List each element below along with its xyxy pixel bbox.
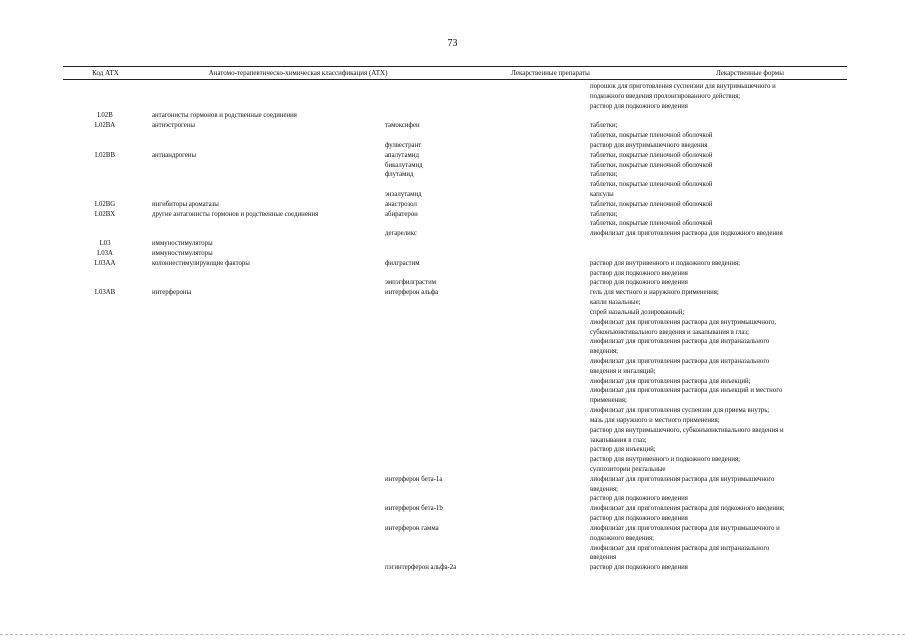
table-row — [0, 534, 905, 543]
drug-cell: энзалутамид — [385, 191, 422, 199]
drug-cell: бикалутамид — [385, 161, 423, 169]
table-row — [0, 416, 905, 425]
form-cell: капсулы — [590, 191, 614, 199]
drug-cell: тамоксифен — [385, 122, 420, 130]
form-cell: раствор для подкожного введения — [590, 515, 688, 523]
form-cell: лиофилизат для приготовления раствора для подкожного введения; — [590, 505, 785, 513]
form-cell: лиофилизат для приготовления раствора для внутримышечного — [590, 475, 775, 483]
table-row — [0, 269, 905, 278]
table-row — [0, 190, 905, 199]
code-cell: L03AB — [94, 289, 116, 297]
table-row — [0, 111, 905, 120]
form-cell: таблетки, покрытые пленочной оболочкой — [590, 161, 713, 169]
table-row — [0, 131, 905, 140]
table-row — [0, 180, 905, 189]
drug-cell: абиратерон — [385, 210, 418, 218]
drug-cell: анастрозол — [385, 200, 417, 208]
table-row — [0, 504, 905, 513]
form-cell: лиофилизат для приготовления раствора для внутримышечного и — [590, 524, 780, 532]
header-drugs: Лекарственные препараты — [511, 69, 590, 77]
classification-cell: интерфероны — [152, 289, 192, 297]
drug-cell: фулвестрант — [385, 141, 422, 149]
drug-cell: эмпэгфилграстим — [385, 279, 437, 287]
form-cell: раствор для внутримышечного введения — [590, 141, 708, 149]
drug-cell: филграстим — [385, 259, 420, 267]
form-cell: порошок для приготовления суспензии для внутримышечного и — [590, 83, 776, 90]
form-cell: таблетки, покрытые пленочной оболочкой — [590, 181, 713, 189]
form-cell: суппозитории ректальные — [590, 465, 666, 473]
code-cell: L03 — [99, 240, 111, 248]
classification-cell: антиандрогены — [152, 151, 197, 159]
form-cell: раствор для подкожного введения — [590, 102, 688, 110]
form-cell: применения; — [590, 397, 627, 405]
form-cell: таблетки; — [590, 210, 618, 218]
table-row — [0, 318, 905, 327]
drug-cell: интерферон бета-1b — [385, 505, 443, 513]
form-cell: лиофилизат для приготовления суспензии для приема внутрь; — [590, 407, 770, 415]
code-cell: L02BB — [94, 151, 115, 159]
form-cell: лиофилизат для приготовления раствора для инъекций и местного — [590, 387, 783, 395]
drug-cell: интерферон бета-1a — [385, 475, 443, 483]
form-cell: раствор для подкожного введения — [590, 269, 688, 277]
form-cell: таблетки, покрытые пленочной оболочкой — [590, 200, 713, 208]
table-row — [0, 161, 905, 170]
form-cell: введения и ингаляций; — [590, 367, 656, 375]
form-cell: введения — [590, 554, 617, 562]
form-cell: раствор для внутривенного и подкожного введения; — [590, 456, 740, 464]
form-cell: введения; — [590, 485, 619, 493]
form-cell: лиофилизат для приготовления раствора для инъекций; — [590, 377, 751, 385]
form-cell: раствор для подкожного введения — [590, 564, 688, 572]
table-row — [0, 347, 905, 356]
code-cell: L03A — [97, 249, 113, 257]
form-cell: таблетки, покрытые пленочной оболочкой — [590, 132, 713, 140]
table-row — [0, 328, 905, 337]
form-cell: раствор для внутримышечного, субконъюнктивального введения и — [590, 426, 784, 434]
form-cell: мазь для наружного и местного применения; — [590, 416, 720, 424]
table-row — [0, 249, 905, 258]
table-row — [0, 170, 905, 179]
table-row — [0, 337, 905, 346]
form-cell: раствор для инъекций; — [590, 446, 656, 454]
classification-cell: колониестимулирующие факторы — [152, 259, 250, 267]
code-cell: L02BA — [94, 122, 116, 130]
form-cell: подкожного введения пролонгированного действия; — [590, 92, 741, 100]
form-cell: субконъюнктивального введения и закапывания в глаз; — [590, 328, 749, 336]
bottom-rule — [0, 634, 905, 635]
code-cell: L02BX — [94, 210, 116, 218]
table-row — [0, 259, 905, 268]
table-row — [0, 494, 905, 503]
form-cell: спрей назальный дозированный; — [590, 308, 685, 316]
form-cell: капли назальные; — [590, 299, 641, 307]
code-cell: L02B — [97, 112, 113, 120]
table-row — [0, 278, 905, 287]
table-row — [0, 475, 905, 484]
form-cell: таблетки; — [590, 122, 618, 130]
code-cell: L02BG — [94, 200, 116, 208]
form-cell: лиофилизат для приготовления раствора для интраназального — [590, 338, 770, 346]
form-cell: раствор для подкожного введения — [590, 279, 688, 287]
table-row — [0, 436, 905, 445]
page-number: 73 — [447, 38, 458, 49]
table-row — [0, 553, 905, 562]
table-row — [0, 396, 905, 405]
table-row — [0, 82, 905, 91]
table-row — [0, 445, 905, 454]
header-code: Код АТХ — [92, 69, 119, 77]
form-cell: подкожного введения; — [590, 534, 655, 542]
header-forms: Лекарственные формы — [716, 69, 784, 77]
table-row — [0, 357, 905, 366]
table-row — [0, 151, 905, 160]
drug-cell: флутамид — [385, 171, 414, 179]
table-row — [0, 544, 905, 553]
table-row — [0, 298, 905, 307]
classification-cell: антагонисты гормонов и родственные соединения — [152, 112, 297, 120]
form-cell: лиофилизат для приготовления раствора для интраназального — [590, 544, 770, 552]
classification-cell: другие антагонисты гормонов и родственные соединения — [152, 210, 319, 218]
table-row — [0, 367, 905, 376]
form-cell: закапывания в глаз; — [590, 436, 647, 444]
table-row — [0, 200, 905, 209]
drug-cell: интерферон гамма — [385, 524, 439, 532]
form-cell: раствор для внутривенного и подкожного введения; — [590, 259, 740, 267]
form-cell: таблетки, покрытые пленочной оболочкой — [590, 151, 713, 159]
header-classification: Анатомо-терапевтическо-химическая классификация (АТХ) — [208, 69, 388, 77]
table-row — [0, 455, 905, 464]
form-cell: гель для местного и наружного применения; — [590, 289, 719, 297]
table-row — [0, 386, 905, 395]
table-row — [0, 514, 905, 523]
form-cell: таблетки; — [590, 171, 618, 179]
table-row — [0, 229, 905, 238]
drug-cell: дегареликс — [385, 230, 417, 238]
form-cell: лиофилизат для приготовления раствора для внутримышечного, — [590, 318, 777, 326]
table-row — [0, 121, 905, 130]
classification-cell: иммуностимуляторы — [152, 240, 213, 248]
form-cell: таблетки, покрытые пленочной оболочкой — [590, 220, 713, 228]
classification-cell: ингибиторы ароматазы — [152, 200, 219, 208]
form-cell: раствор для подкожного введения — [590, 495, 688, 503]
table-row — [0, 485, 905, 494]
table-row — [0, 308, 905, 317]
table-row — [0, 210, 905, 219]
table-row — [0, 288, 905, 297]
table-row — [0, 141, 905, 150]
drug-cell: интерферон альфа — [385, 289, 439, 297]
table-row — [0, 92, 905, 101]
table-row — [0, 377, 905, 386]
table-header — [63, 66, 847, 80]
drug-cell: пэгинтерферон альфа-2a — [385, 564, 457, 572]
table-row — [0, 406, 905, 415]
code-cell: L03AA — [94, 259, 116, 267]
table-row — [0, 239, 905, 248]
classification-cell: антиэстрогены — [152, 122, 195, 130]
classification-cell: иммуностимуляторы — [152, 249, 213, 257]
form-cell: лиофилизат для приготовления раствора для интраназального — [590, 357, 770, 365]
table-row — [0, 465, 905, 474]
drug-cell: апалутамид — [385, 151, 419, 159]
form-cell: введения; — [590, 348, 619, 356]
table-row — [0, 524, 905, 533]
table-row — [0, 219, 905, 228]
table-row — [0, 102, 905, 111]
form-cell: лиофилизат для приготовления раствора для подкожного введения — [590, 230, 783, 238]
table-row — [0, 563, 905, 572]
table-row — [0, 426, 905, 435]
